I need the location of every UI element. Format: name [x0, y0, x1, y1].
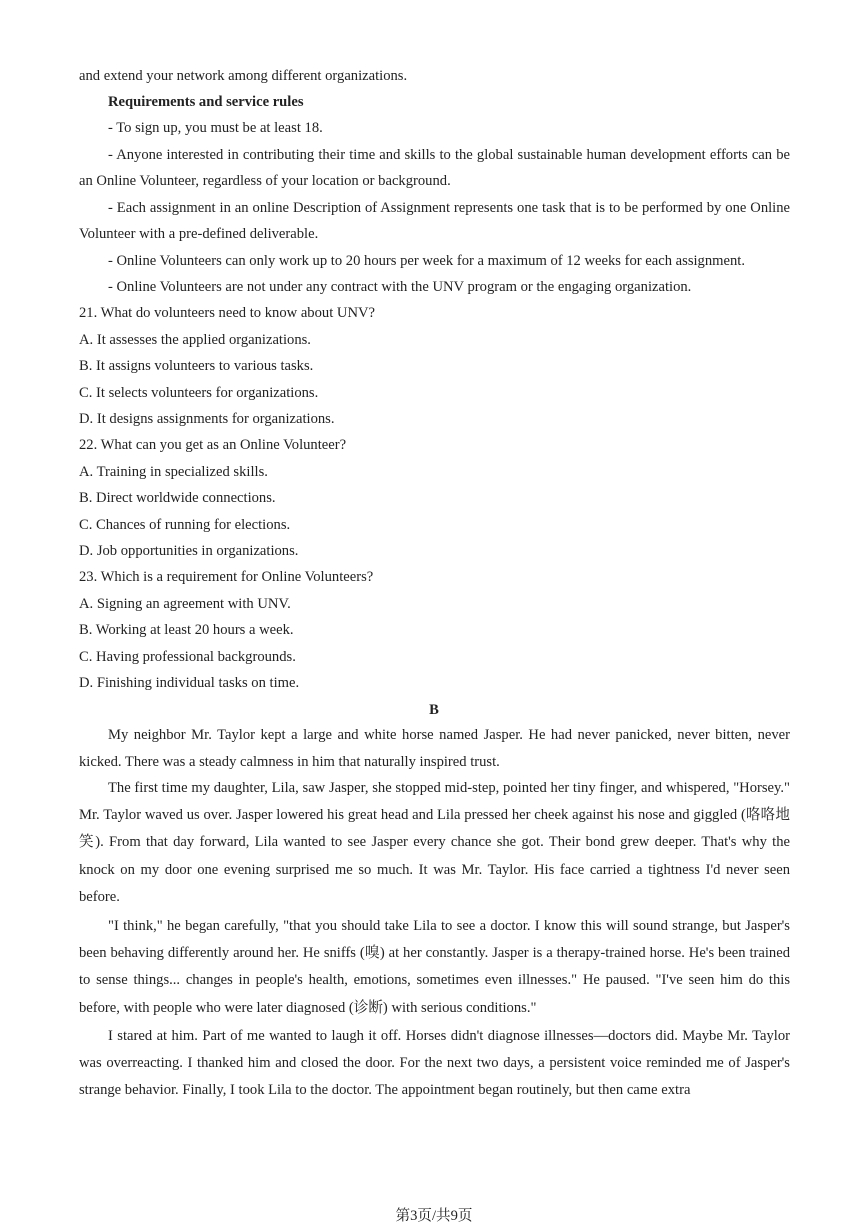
rule-item: - To sign up, you must be at least 18. [108, 120, 323, 136]
answer-option: B. Direct worldwide connections. [79, 490, 276, 506]
story-paragraph: I stared at him. Part of me wanted to laugh it off. Horses didn't diagnose illnesses—doctors did. Maybe Mr. Taylor was overreacting. I thanked him and closed the door. For the next two days, a persistent voice reminded me of Jasper's strange behavior. Finally, I took Lila to the doctor. The appointment began routinely, but then came extra [79, 1028, 790, 1099]
answer-option: A. Signing an agreement with UNV. [79, 596, 291, 612]
rule-item: - Anyone interested in contributing their time and skills to the global sustainable human development efforts can be an Online Volunteer, regardless of your location or background. [79, 147, 790, 190]
answer-option: D. Job opportunities in organizations. [79, 543, 299, 559]
answer-option: A. It assesses the applied organizations. [79, 332, 311, 348]
page-number: 第3页/共9页 [395, 1208, 473, 1224]
answer-option: D. Finishing individual tasks on time. [79, 675, 300, 691]
answer-option: C. It selects volunteers for organizations. [79, 385, 319, 401]
answer-option: C. Chances of running for elections. [79, 517, 291, 533]
requirements-heading: Requirements and service rules [108, 94, 304, 110]
story-paragraph: The first time my daughter, Lila, saw Jasper, she stopped mid-step, pointed her tiny finger, and whispered, "Horsey." Mr. Taylor waved us over. Jasper lowered his great head and Lila pressed her cheek against his nose and giggled (咯咯地笑). From that day forward, Lila wanted to see Jasper every chance she got. Their bond grew deeper. That's why the knock on my door one evening surprised me so much. It was Mr. Taylor. His face carried a tightness I'd never seen before. [79, 780, 790, 905]
answer-option: B. Working at least 20 hours a week. [79, 622, 294, 638]
section-label: B [429, 702, 439, 718]
question-stem: 21. What do volunteers need to know about UNV? [79, 305, 376, 321]
story-paragraph: "I think," he began carefully, "that you should take Lila to see a doctor. I know this will sound strange, but Jasper's been behaving differently around her. He sniffs (嗅) at her constantly. Jasper is a therapy-trained horse. He's been trained to sense things... changes in people's health, emotions, sometimes even illnesses." He paused. "I've seen him do this before, with people who were later diagnosed (诊断) with serious conditions." [79, 918, 790, 1016]
passage-a-continuation: and extend your network among different organizations. [79, 68, 408, 84]
question-stem: 23. Which is a requirement for Online Volunteers? [79, 569, 374, 585]
story-paragraph: My neighbor Mr. Taylor kept a large and white horse named Jasper. He had never panicked, never bitten, never kicked. There was a steady calmness in him that naturally inspired trust. [79, 727, 790, 771]
answer-option: D. It designs assignments for organizations. [79, 411, 335, 427]
question-stem: 22. What can you get as an Online Volunteer? [79, 437, 347, 453]
answer-option: C. Having professional backgrounds. [79, 649, 296, 665]
answer-option: A. Training in specialized skills. [79, 464, 268, 480]
rule-item: - Online Volunteers are not under any contract with the UNV program or the engaging organization. [108, 279, 692, 295]
rule-item: - Each assignment in an online Description of Assignment represents one task that is to be performed by one Online Volunteer with a pre-defined deliverable. [79, 200, 790, 243]
answer-option: B. It assigns volunteers to various tasks. [79, 358, 314, 374]
rule-item: - Online Volunteers can only work up to 20 hours per week for a maximum of 12 weeks for each assignment. [108, 253, 745, 269]
